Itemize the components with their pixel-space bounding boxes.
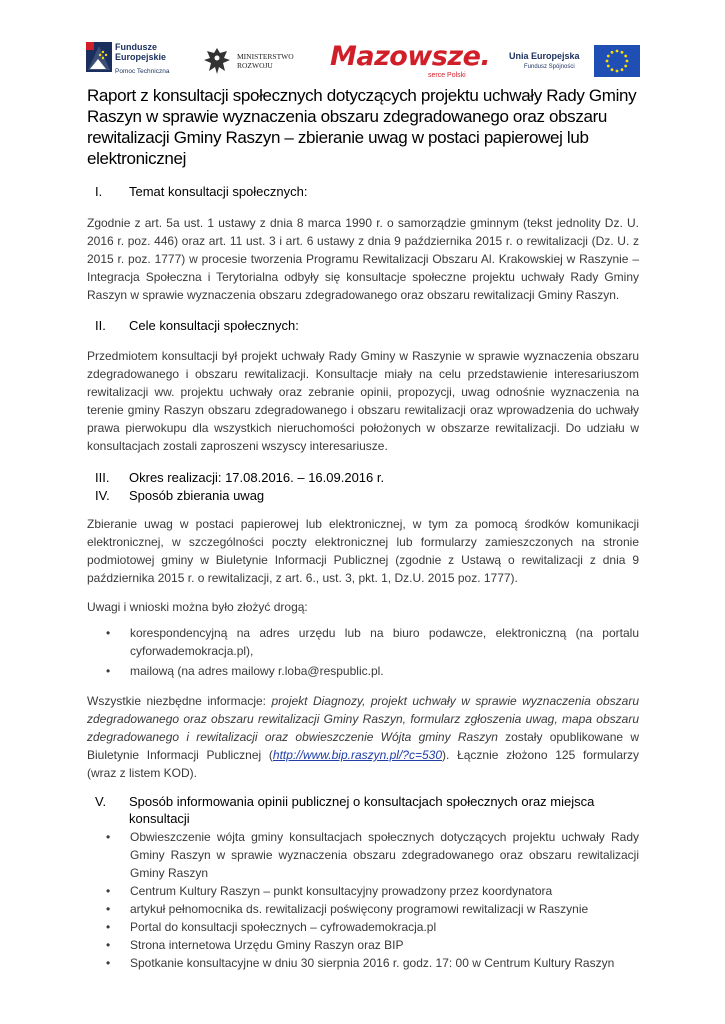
list-item bbox=[87, 882, 639, 900]
list-item-text: mailową (na adres mailowy r.loba@respublic.pl. bbox=[130, 664, 384, 678]
information-channels-list bbox=[87, 828, 639, 972]
list-item bbox=[87, 828, 639, 882]
submission-methods-list bbox=[87, 624, 639, 680]
section-4-list-intro: Uwagi i wnioski można było złożyć drogą: bbox=[87, 600, 308, 614]
document-title: Raport z konsultacji społecznych dotyczących projektu uchwały Rady Gminy Raszyn w sprawie wyznaczenia obszaru zdegradowanego oraz obszaru rewitalizacji Gminy Raszyn – zbieranie uwag w postaci papierowej lub elektronicznej bbox=[87, 86, 637, 168]
list-item bbox=[87, 954, 639, 972]
section-title: Temat konsultacji społecznych: bbox=[129, 184, 308, 199]
bullet-icon: • bbox=[106, 938, 111, 952]
eu-flag-icon bbox=[594, 45, 640, 77]
mazowsze-subtitle: serce Polski bbox=[428, 72, 466, 79]
info-prefix: Wszystkie niezbędne informacje: bbox=[87, 694, 272, 708]
section-title: Sposób zbierania uwag bbox=[129, 488, 265, 503]
fundusze-europejskie-logo-icon bbox=[86, 42, 112, 72]
section-5-heading bbox=[87, 793, 639, 827]
list-item bbox=[87, 662, 639, 680]
fe-title bbox=[115, 42, 166, 62]
bullet-icon: • bbox=[106, 884, 111, 898]
info-suffix: ). Łącznie złożono 125 formularzy (wraz z listem KOD). bbox=[87, 748, 639, 780]
bullet-icon: • bbox=[106, 830, 111, 844]
list-item bbox=[87, 936, 639, 954]
eagle-emblem-icon bbox=[203, 46, 231, 76]
section-number: IV. bbox=[95, 488, 110, 503]
bullet-icon: • bbox=[106, 902, 111, 916]
ministry-line2: ROZWOJU bbox=[237, 61, 273, 70]
section-4-heading bbox=[87, 487, 639, 504]
logo-bar bbox=[86, 38, 642, 82]
section-title: Sposób informowania opinii publicznej o konsultacjach społecznych oraz miejsca konsultacji bbox=[129, 794, 595, 826]
section-number: I. bbox=[95, 184, 103, 199]
section-title: Okres realizacji: 17.08.2016. – 16.09.2016 r. bbox=[129, 470, 385, 485]
bip-link[interactable]: http://www.bip.raszyn.pl/?c=530 bbox=[272, 748, 443, 762]
section-3-heading bbox=[87, 469, 639, 486]
list-item-text: artykuł pełnomocnika ds. rewitalizacji poświęcony programowi rewitalizacji w Raszynie bbox=[130, 902, 589, 916]
ministry-name bbox=[237, 52, 294, 70]
bullet-icon: • bbox=[106, 920, 111, 934]
section-number: V. bbox=[95, 794, 107, 809]
list-item bbox=[87, 918, 639, 936]
section-4-info bbox=[87, 692, 639, 782]
section-number: III. bbox=[95, 470, 110, 485]
ue-title: Unia Europejska bbox=[509, 51, 580, 61]
list-item-text: Spotkanie konsultacyjne w dniu 30 sierpnia 2016 r. godz. 17: 00 w Centrum Kultury Raszyn bbox=[130, 956, 615, 970]
section-1-text: Zgodnie z art. 5a ust. 1 ustawy z dnia 8 marca 1990 r. o samorządzie gminnym (tekst jednolity Dz. U. 2016 r. poz. 446) oraz art. 11 ust. 3 i art. 6 ustawy z dnia 9 października 2015 r. o rewitalizacji (Dz. U. z 2015 r. poz. 1777) w procesie tworzenia Programu Rewitalizacji Obszaru Al. Krakowskiej w Raszynie – Integracja Społeczna i Terytorialna odbyły się konsultacje społeczne projektu uchwały Rady Gminy Raszyn w sprawie wyznaczenia obszaru zdegradowanego oraz obszaru rewitalizacji Gminy Raszyn. bbox=[87, 216, 639, 302]
section-number: II. bbox=[95, 318, 106, 333]
fe-title-line1: Fundusze bbox=[115, 42, 157, 52]
bullet-icon: • bbox=[106, 956, 111, 970]
section-4-text: Zbieranie uwag w postaci papierowej lub elektronicznej, w tym za pomocą środków komunikacji elektronicznej, w szczególności poczty elektronicznej lub formularzy zamieszczonych na stronie podmiotowej gminy w Biuletynie Informacji Publicznej (zgodnie z Ustawą o rewitalizacji z dnia 9 października 2015 r. o rewitalizacji, z art. 6., ust. 3, pkt. 1, Dz.U. 2015 poz. 1777). bbox=[87, 517, 639, 585]
section-title: Cele konsultacji społecznych: bbox=[129, 318, 299, 333]
fe-title-line2: Europejskie bbox=[115, 52, 167, 62]
ministry-line1: MINISTERSTWO bbox=[237, 52, 294, 61]
bullet-icon: • bbox=[106, 626, 111, 640]
list-item-text: Obwieszczenie wójta gminy konsultacjach społecznych dotyczących projektu uchwały Rady Gminy Raszyn w sprawie wyznaczenia obszaru zdegradowanego oraz obszaru rewitalizacji Gminy Raszyn bbox=[130, 830, 639, 880]
bullet-icon: • bbox=[106, 664, 111, 678]
document-body bbox=[87, 85, 639, 972]
section-1-heading bbox=[87, 183, 639, 200]
info-documents: projekt Diagnozy, projekt uchwały w sprawie wyznaczenia obszaru zdegradowanego oraz obszaru rewitalizacji Gminy Raszyn, formularz zgłoszenia uwag, mapa obszaru zdegradowanego i rewitalizacji oraz obwieszczenie Wójta gminy Raszyn bbox=[87, 694, 639, 744]
mazowsze-logo: Mazowsze. bbox=[330, 41, 491, 72]
list-item bbox=[87, 900, 639, 918]
list-item-text: Strona internetowa Urzędu Gminy Raszyn oraz BIP bbox=[130, 938, 404, 952]
fe-subtitle: Pomoc Techniczna bbox=[115, 68, 170, 75]
list-item-text: Centrum Kultury Raszyn – punkt konsultacyjny prowadzony przez koordynatora bbox=[130, 884, 553, 898]
ue-subtitle: Fundusz Spójności bbox=[524, 64, 575, 70]
list-item-text: korespondencyjną na adres urzędu lub na biuro podawcze, elektroniczną (na portalu cyforwademokracja.pl), bbox=[130, 626, 639, 658]
info-middle: zostały opublikowane w Biuletynie Informacji Publicznej ( bbox=[87, 730, 640, 762]
section-2-text: Przedmiotem konsultacji był projekt uchwały Rady Gminy w Raszynie w sprawie wyznaczenia obszaru zdegradowanego i obszaru rewitalizacji. Konsultacje miały na celu przedstawienie interesariuszom rewitalizacji ww. projektu uchwały oraz zebranie opinii, propozycji, uwag odnośnie wyznaczenia na terenie gminy Raszyn obszaru zdegradowanego i obszaru rewitalizacji oraz wprowadzenia do uchwały prawa pierwokupu dla wszystkich nieruchomości położonych w obszarze rewitalizacji. Do udziału w konsultacjach zostali zaproszeni wszyscy interesariusze. bbox=[87, 349, 639, 453]
list-item bbox=[87, 624, 639, 660]
list-item-text: Portal do konsultacji społecznych – cyfrowademokracja.pl bbox=[130, 920, 437, 934]
section-2-heading bbox=[87, 317, 639, 334]
